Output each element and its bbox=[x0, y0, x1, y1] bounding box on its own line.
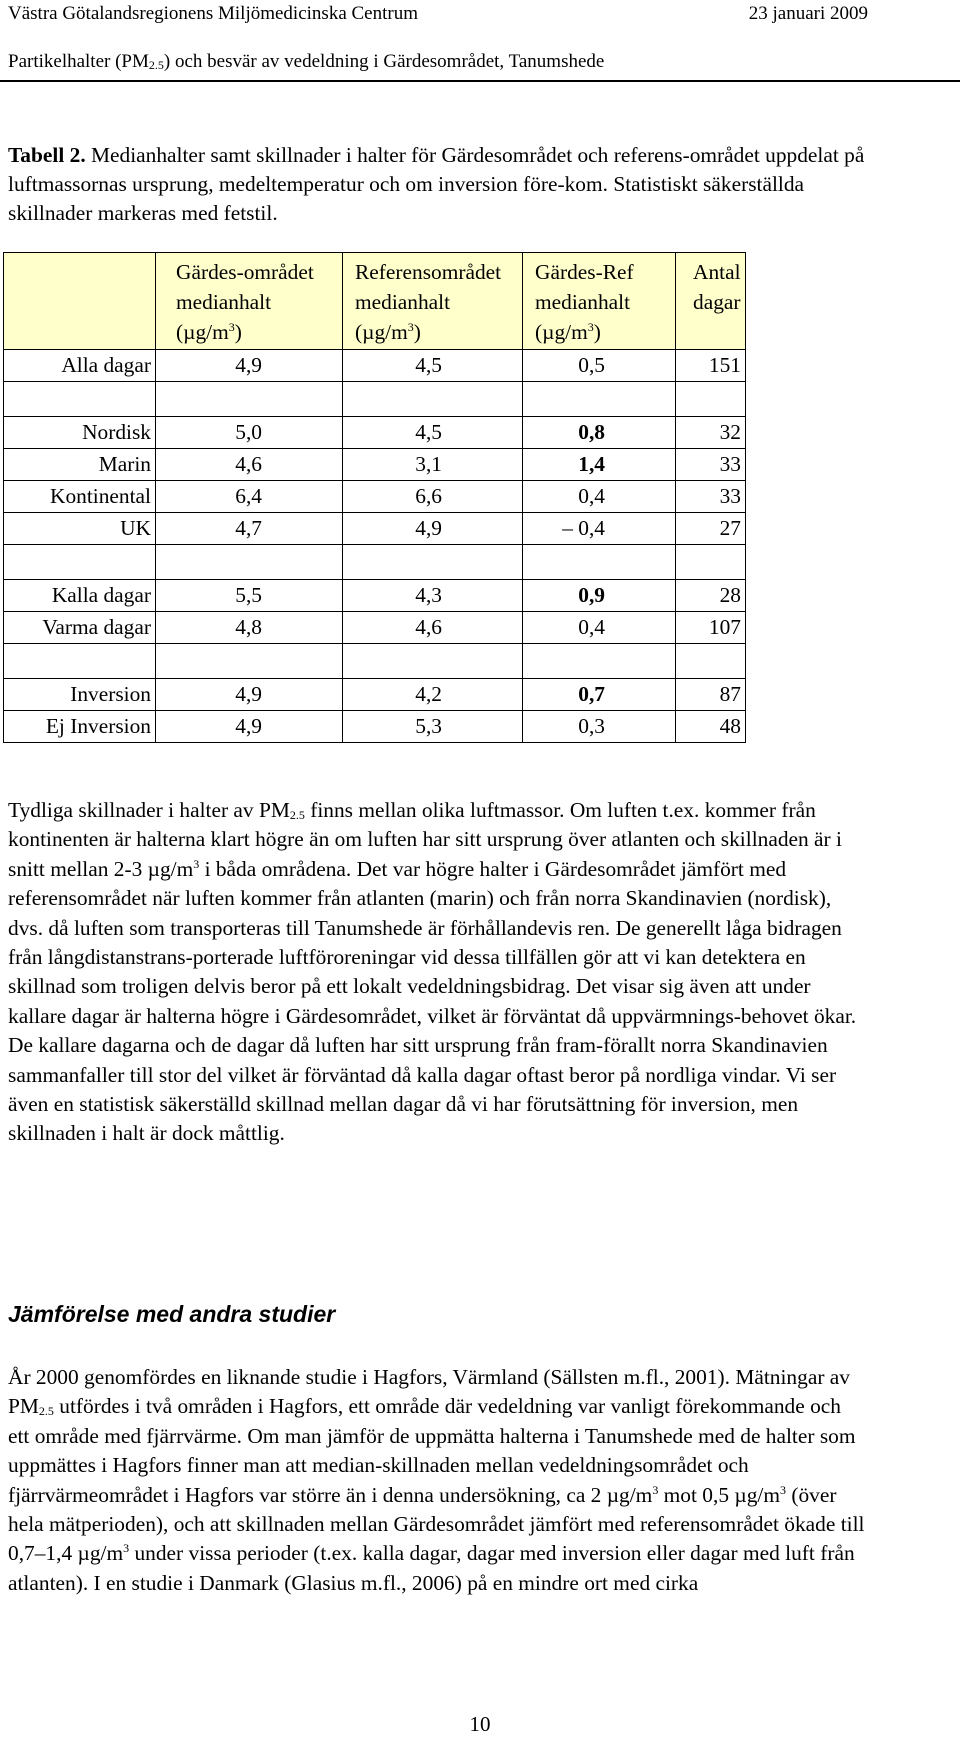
header-line: Gärdes-Ref bbox=[535, 260, 634, 284]
referens-value-cell: 4,5 bbox=[343, 350, 523, 382]
caption-text: Medianhalter samt skillnader i halter för Gärdesområdet och referens-området uppdelat på luftmassornas ursprung, medeltemperatur och om inversion före-kom. Statistiskt säkerställda skillnader markeras med fetstil. bbox=[8, 143, 865, 225]
difference-value-cell: – 0,4 bbox=[523, 513, 676, 545]
days-count-cell: 107 bbox=[676, 612, 746, 644]
row-label-cell: Marin bbox=[4, 449, 156, 481]
row-label-cell: Varma dagar bbox=[4, 612, 156, 644]
difference-value-cell: 0,7 bbox=[523, 679, 676, 711]
table-header-row bbox=[4, 253, 746, 350]
table-row bbox=[4, 481, 746, 513]
difference-value-cell: 0,4 bbox=[523, 481, 676, 513]
table-spacer-row bbox=[4, 545, 746, 580]
spacer-cell bbox=[523, 545, 676, 580]
spacer-cell bbox=[676, 382, 746, 417]
text-run: Tydliga skillnader i halter av PM bbox=[8, 798, 290, 822]
text-run: År 2000 genomfördes en liknande studie i Hagfors, Värmland (Sällsten m.fl., 2001). Mätningar av PM bbox=[8, 1365, 850, 1419]
header-rule bbox=[0, 80, 960, 82]
gardes-value-cell: 4,9 bbox=[156, 711, 343, 743]
table-row bbox=[4, 612, 746, 644]
table-row bbox=[4, 711, 746, 743]
page-number: 10 bbox=[469, 1712, 491, 1736]
difference-value-cell: 0,5 bbox=[523, 350, 676, 382]
header-organization: Västra Götalandsregionens Miljömedicinska Centrum bbox=[8, 3, 418, 24]
paragraph-jamforelse bbox=[8, 1363, 866, 1598]
row-label-cell: UK bbox=[4, 513, 156, 545]
gardes-value-cell: 4,9 bbox=[156, 350, 343, 382]
header-col-days bbox=[676, 253, 746, 350]
header-unit bbox=[355, 317, 519, 347]
text-run: utfördes i två områden i Hagfors, ett område där vedeldning var vanligt förekommande och ett område med fjärrvärme. Om man jämför de uppmätta halterna i Tanumshede med de halter som uppmättes i Hagfors finner man att median-skillnaden mellan vedeldningsområdet och fjärrvärmeområdet i Hagfors var större än i denna undersökning, ca 2 µg/m bbox=[8, 1394, 856, 1507]
row-label-cell: Alla dagar bbox=[4, 350, 156, 382]
days-count-cell: 87 bbox=[676, 679, 746, 711]
header-empty-cell bbox=[4, 253, 156, 350]
row-label-cell: Inversion bbox=[4, 679, 156, 711]
row-label-cell: Kontinental bbox=[4, 481, 156, 513]
text-run: i båda områdena. Det var högre halter i Gärdesområdet jämfört med referensområdet när luften kommer från atlanten (marin) och från norra Skandinavien (nordisk), dvs. då luften som transporteras till Tanumshede är förhållandevis ren. De generellt låga bidragen från långdistanstrans-porterade luftföroreningar vid dessa tillfällen gör att vi kan detektera en skillnad som troligen delvis beror på ett lokalt vedeldningsbidrag. Det visar sig även att under kallare dagar är halterna högre i Gärdesområdet, vilket är förväntat då uppvärmnings-behovet ökar. De kallare dagarna och de dagar då luften har sitt ursprung från fram-förallt norra Skandinavien sammanfaller till stor del vilket är förväntad då kalla dagar oftast beror på nordliga vindar. Vi ser även en statistisk säkerställd skillnad mellan dagar då vi har förutsättning för inversion, men skillnaden i halt är dock måttlig. bbox=[8, 856, 857, 1146]
difference-value-cell: 0,9 bbox=[523, 580, 676, 612]
days-count-cell: 32 bbox=[676, 417, 746, 449]
header-line: Gärdes-området bbox=[176, 260, 314, 284]
table-row bbox=[4, 417, 746, 449]
header-unit bbox=[176, 317, 339, 347]
paragraph-luftmassor bbox=[8, 796, 866, 1149]
data-table bbox=[3, 252, 746, 743]
header-line: dagar bbox=[693, 290, 741, 314]
spacer-cell bbox=[676, 644, 746, 679]
text-sup: 3 bbox=[193, 856, 200, 871]
spacer-cell bbox=[676, 545, 746, 580]
row-label-cell: Nordisk bbox=[4, 417, 156, 449]
header-col-referens bbox=[343, 253, 523, 350]
unit-pre: (µg/m bbox=[535, 320, 588, 344]
referens-value-cell: 3,1 bbox=[343, 449, 523, 481]
referens-value-cell: 4,6 bbox=[343, 612, 523, 644]
days-count-cell: 151 bbox=[676, 350, 746, 382]
referens-value-cell: 6,6 bbox=[343, 481, 523, 513]
header-col-gardes bbox=[156, 253, 343, 350]
table-row bbox=[4, 513, 746, 545]
section-heading: Jämförelse med andra studier bbox=[8, 1301, 336, 1327]
caption-label: Tabell 2. bbox=[8, 143, 86, 167]
table-row bbox=[4, 580, 746, 612]
referens-value-cell: 5,3 bbox=[343, 711, 523, 743]
header-date: 23 januari 2009 bbox=[748, 3, 868, 24]
text-run: (över hela mätperioden), och att skillnaden mellan Gärdesområdet jämfört med referensområdet ökade till 0,7–1,4 µg/m bbox=[8, 1482, 865, 1566]
spacer-cell bbox=[523, 382, 676, 417]
gardes-value-cell: 4,9 bbox=[156, 679, 343, 711]
spacer-cell bbox=[4, 382, 156, 417]
unit-sup: 3 bbox=[587, 320, 594, 334]
header-unit bbox=[535, 317, 672, 347]
table-row bbox=[4, 679, 746, 711]
days-count-cell: 28 bbox=[676, 580, 746, 612]
spacer-cell bbox=[156, 644, 343, 679]
table-row bbox=[4, 350, 746, 382]
unit-post: ) bbox=[593, 320, 601, 344]
text-run: mot 0,5 µg/m bbox=[658, 1482, 780, 1507]
referens-value-cell: 4,3 bbox=[343, 580, 523, 612]
days-count-cell: 33 bbox=[676, 449, 746, 481]
text-sup: 3 bbox=[123, 1541, 130, 1556]
header-line: medianhalt bbox=[176, 290, 272, 314]
text-sup: 3 bbox=[779, 1482, 786, 1497]
spacer-cell bbox=[523, 644, 676, 679]
text-sub: 2.5 bbox=[289, 808, 305, 822]
days-count-cell: 33 bbox=[676, 481, 746, 513]
spacer-cell bbox=[343, 382, 523, 417]
text-sub: 2.5 bbox=[38, 1404, 54, 1419]
table-caption bbox=[8, 141, 868, 228]
header-line: medianhalt bbox=[355, 290, 451, 314]
spacer-cell bbox=[343, 545, 523, 580]
table-spacer-row bbox=[4, 644, 746, 679]
row-label-cell: Ej Inversion bbox=[4, 711, 156, 743]
table-row bbox=[4, 449, 746, 481]
difference-value-cell: 0,3 bbox=[523, 711, 676, 743]
spacer-cell bbox=[4, 545, 156, 580]
difference-value-cell: 1,4 bbox=[523, 449, 676, 481]
referens-value-cell: 4,5 bbox=[343, 417, 523, 449]
unit-sup: 3 bbox=[407, 320, 414, 334]
unit-sup: 3 bbox=[228, 320, 235, 334]
gardes-value-cell: 6,4 bbox=[156, 481, 343, 513]
header-subtitle-sub: 2.5 bbox=[148, 58, 164, 72]
gardes-value-cell: 4,7 bbox=[156, 513, 343, 545]
spacer-cell bbox=[156, 382, 343, 417]
spacer-cell bbox=[156, 545, 343, 580]
header-subtitle-post: ) och besvär av vedeldning i Gärdesområdet, Tanumshede bbox=[163, 51, 605, 72]
referens-value-cell: 4,2 bbox=[343, 679, 523, 711]
referens-value-cell: 4,9 bbox=[343, 513, 523, 545]
days-count-cell: 27 bbox=[676, 513, 746, 545]
text-sup: 3 bbox=[652, 1482, 659, 1497]
row-label-cell: Kalla dagar bbox=[4, 580, 156, 612]
spacer-cell bbox=[4, 644, 156, 679]
days-count-cell: 48 bbox=[676, 711, 746, 743]
difference-value-cell: 0,8 bbox=[523, 417, 676, 449]
text-run: finns mellan olika luftmassor. Om luften t.ex. kommer från kontinenten är halterna klart högre än om luften har sitt ursprung över atlanten och skillnaden är i snitt mellan 2-3 µg/m bbox=[8, 798, 842, 881]
gardes-value-cell: 4,8 bbox=[156, 612, 343, 644]
header-line: Antal bbox=[693, 260, 741, 284]
header-subtitle bbox=[8, 50, 604, 74]
header-line: Referensområdet bbox=[355, 260, 502, 284]
gardes-value-cell: 5,5 bbox=[156, 580, 343, 612]
difference-value-cell: 0,4 bbox=[523, 612, 676, 644]
spacer-cell bbox=[343, 644, 523, 679]
header-subtitle-pre: Partikelhalter (PM bbox=[8, 51, 149, 72]
table-spacer-row bbox=[4, 382, 746, 417]
text-run: under vissa perioder (t.ex. kalla dagar, dagar med inversion eller dagar med luft från atlanten). I en studie i Danmark (Glasius m.fl., 2006) på en mindre ort med cirka bbox=[8, 1541, 855, 1595]
header-line: medianhalt bbox=[535, 290, 631, 314]
gardes-value-cell: 4,6 bbox=[156, 449, 343, 481]
unit-post: ) bbox=[413, 320, 421, 344]
unit-pre: (µg/m bbox=[176, 320, 229, 344]
header-col-difference bbox=[523, 253, 676, 350]
unit-post: ) bbox=[234, 320, 242, 344]
unit-pre: (µg/m bbox=[355, 320, 408, 344]
gardes-value-cell: 5,0 bbox=[156, 417, 343, 449]
